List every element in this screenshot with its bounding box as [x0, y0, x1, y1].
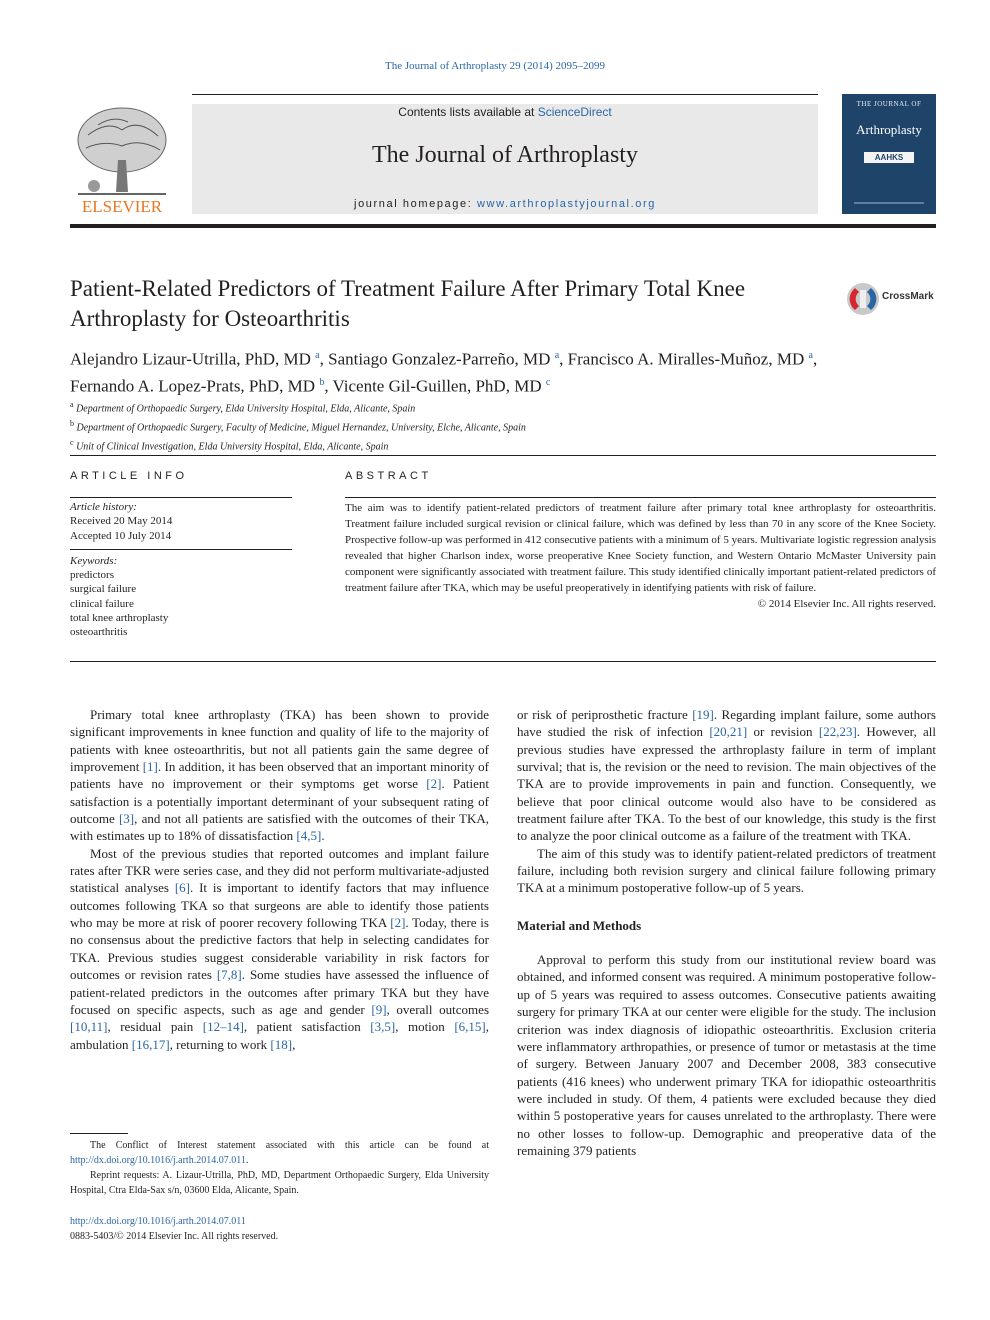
body-paragraph	[517, 706, 936, 845]
footnotes	[70, 1138, 489, 1198]
keywords-rule	[70, 549, 292, 550]
keyword-item: total knee arthroplasty	[70, 612, 169, 625]
citation-link[interactable]: [16,17]	[131, 1036, 170, 1052]
section-heading: Material and Methods	[517, 917, 642, 933]
citation-link[interactable]: [22,23]	[818, 724, 857, 740]
citation-link[interactable]: [20,21]	[709, 724, 748, 740]
author-affiliation-marker[interactable]: c	[545, 376, 551, 388]
body-text: , and not all patients are satisfied with the outcomes of their TKA, with estimates up to 18% of dissatisfaction	[70, 811, 490, 844]
author-name: Vicente Gil-Guillen, PhD, MD	[332, 376, 546, 396]
citation-link[interactable]: [3,5]	[370, 1019, 396, 1035]
crossmark-icon	[846, 282, 880, 316]
body-text: . Today, there is no consensus about the predictive factors that help in selecting candidates for TKA. Previous studies suggest considerable variability in risk factors for outcomes or revision rates	[70, 915, 489, 983]
affiliation-key: c	[70, 437, 74, 447]
citation-link[interactable]: [9]	[371, 1001, 387, 1017]
journal-cover-image	[842, 94, 936, 214]
crossmark-button[interactable]	[846, 281, 938, 317]
affiliation-text: Unit of Clinical Investigation, Elda University Hospital, Elda, Alicante, Spain	[73, 440, 389, 452]
body-text: or revision	[747, 724, 819, 740]
keyword-item: surgical failure	[70, 583, 137, 596]
citation-link[interactable]: [7,8]	[216, 967, 242, 983]
citation-link[interactable]: [18]	[270, 1036, 293, 1052]
body-text: , returning to work	[169, 1036, 271, 1052]
body-text: . It is important to identify factors that may influence outcomes following TKA so that surgeons are able to identify those patients who may be more at risk of poorer recovery following TKA	[70, 880, 490, 931]
abstract-heading: ABSTRACT	[345, 470, 432, 482]
body-text: ,	[292, 1036, 296, 1052]
citation-link[interactable]: [19]	[692, 707, 714, 722]
header-thick-rule	[70, 224, 936, 228]
abstract-bottom-rule	[70, 661, 936, 662]
body-text: . In addition, it has been observed that an important minority of patients have no improvement or their symptoms get worse	[70, 759, 489, 792]
reprint-footnote: Reprint requests: A. Lizaur-Utrilla, PhD, MD, Department Orthopaedic Surgery, Elda University Hospital, Ctra Elda-Sax s/n, 03600 Elda, Alicante, Spain.	[70, 1170, 489, 1196]
author-affiliation-marker[interactable]: a	[554, 350, 560, 361]
citation-link[interactable]: [2]	[426, 776, 442, 792]
bottom-meta	[70, 1214, 490, 1244]
author-name: Fernando A. Lopez-Prats, PhD, MD	[70, 376, 320, 396]
affiliation-list	[70, 398, 936, 454]
elsevier-tree-logo	[68, 100, 176, 218]
body-column-left	[70, 706, 489, 1053]
author-affiliation-marker[interactable]: b	[319, 376, 325, 388]
footnote-rule	[70, 1133, 128, 1134]
body-text: or risk of periprosthetic fracture	[517, 707, 693, 722]
accepted-date: Accepted 10 July 2014	[70, 529, 172, 542]
author-separator: ,	[812, 349, 818, 369]
contents-line	[192, 105, 818, 119]
body-text: , patient satisfaction	[243, 1019, 371, 1035]
conflict-footnote	[70, 1138, 489, 1168]
cover-badge: AAHKS	[864, 152, 914, 163]
keyword-list	[70, 568, 292, 639]
citation-link[interactable]: [1]	[142, 759, 158, 775]
journal-homepage-line	[192, 198, 818, 210]
citation-link[interactable]: [6,15]	[454, 1019, 486, 1035]
citation-link[interactable]: [4,5]	[296, 828, 322, 844]
keyword-item: clinical failure	[70, 597, 134, 610]
body-text: .	[321, 828, 325, 844]
author-separator: ,	[324, 376, 333, 396]
body-text: . However, all previous studies have expressed the arthroplasty failure in term of implant survival; that is, the revision or the need to revision. The main objectives of the TKA are to provide improvements in pain and function. Consequently, we believe that poor clinical outcome would also have to be considered as treatment failure after TKA. To the best of our knowledge, this study is the first to analyze the poor clinical outcome as a failure of the treatment with TKA.	[517, 724, 936, 844]
coi-end: .	[245, 1155, 249, 1166]
keyword-item: osteoarthritis	[70, 626, 128, 639]
body-text: , overall outcomes	[386, 1001, 490, 1017]
issn-line: 0883-5403/© 2014 Elsevier Inc. All rights reserved.	[70, 1231, 279, 1242]
author-name: Francisco A. Miralles-Muñoz, MD	[567, 349, 809, 369]
elsevier-logo-text: ELSEVIER	[81, 197, 163, 216]
body-text: Most of the previous studies that reported outcomes and implant failure rates after TKR were series case, and they did not perform multivariate-adjusted statistical analyses	[70, 845, 489, 896]
affiliation-key: b	[70, 418, 74, 428]
citation-link[interactable]: [6]	[174, 880, 190, 896]
affiliation-key: a	[70, 400, 74, 409]
crossmark-label: CrossMark	[882, 291, 934, 302]
abstract-copyright: © 2014 Elsevier Inc. All rights reserved.	[757, 598, 936, 610]
body-text: . Some studies have assessed the influence of patient-related predictors in the outcomes after primary TKA but they have focused on specific aspects, such as age and gender	[70, 967, 489, 1017]
contents-prefix: Contents lists available at	[398, 105, 538, 119]
affiliation-item	[70, 417, 936, 436]
body-paragraph: The aim of this study was to identify patient-related predictors of treatment failure, including both revision surgery and clinical failure following primary TKA at a minimum postoperative follow-up of 5 years.	[517, 845, 936, 896]
author-name: Alejandro Lizaur-Utrilla, PhD, MD	[70, 349, 316, 369]
affiliation-text: Department of Orthopaedic Surgery, Elda University Hospital, Elda, Alicante, Spain	[73, 403, 416, 415]
doi-link[interactable]: http://dx.doi.org/10.1016/j.arth.2014.07.011	[70, 1216, 246, 1227]
cover-title: Arthroplasty	[856, 122, 922, 137]
affiliation-text: Department of Orthopaedic Surgery, Faculty of Medicine, Miguel Hernandez, University, Elche, Alicante, Spain	[74, 422, 526, 434]
abstract-body	[345, 500, 936, 612]
body-paragraph	[70, 706, 489, 845]
article-info-heading: ARTICLE INFO	[70, 470, 188, 482]
cover-stripe	[854, 202, 924, 204]
author-affiliation-marker[interactable]: a	[315, 350, 320, 361]
citation-link[interactable]: [3]	[118, 811, 135, 827]
received-date: Received 20 May 2014	[70, 515, 173, 528]
author-affiliation-marker[interactable]: a	[808, 350, 813, 361]
keywords-label: Keywords:	[70, 554, 118, 567]
body-text: Primary total knee arthroplasty (TKA) has been shown to provide significant improvements in knee function and quality of life to the majority of patients with knee osteoarthritis, but not all patients gain the same degree of improvement	[70, 707, 489, 775]
body-column-right	[517, 706, 936, 1159]
homepage-link[interactable]: www.arthroplastyjournal.org	[477, 198, 656, 210]
body-text: . Patient satisfaction is a potentially important determinant of your subsequent rating of outcome	[70, 776, 490, 827]
history-label: Article history:	[70, 501, 137, 513]
article-info-block	[70, 500, 292, 640]
affiliation-item	[70, 398, 936, 417]
body-text: , motion	[395, 1019, 455, 1035]
header-top-rule	[192, 94, 818, 95]
article-info-rule	[70, 497, 292, 498]
cover-title-small: THE JOURNAL OF	[856, 100, 922, 108]
citation-link[interactable]: [2]	[390, 915, 406, 931]
author-separator: ,	[319, 349, 329, 369]
article-title: Patient-Related Predictors of Treatment Failure After Primary Total Knee Arthroplasty for Osteoarthritis	[70, 276, 746, 331]
author-list	[70, 344, 936, 397]
body-text: . Regarding implant failure, some authors have studied the risk of infection	[517, 707, 936, 740]
author-name: Santiago Gonzalez-Parreño, MD	[328, 349, 555, 369]
homepage-prefix: journal homepage:	[354, 198, 478, 210]
body-text: , residual pain	[107, 1019, 203, 1035]
keyword-item: predictors	[70, 569, 114, 582]
body-paragraph	[70, 845, 489, 1053]
body-text: , ambulation	[70, 1019, 489, 1052]
citation-link[interactable]: [10,11]	[70, 1019, 108, 1035]
abstract-rule	[345, 497, 936, 498]
coi-text: The Conflict of Interest statement associated with this article can be found at	[90, 1140, 489, 1151]
sciencedirect-link[interactable]: ScienceDirect	[537, 105, 612, 119]
citation-link[interactable]: [12–14]	[202, 1019, 244, 1035]
abstract-text: The aim was to identify patient-related predictors of treatment failure after primary total knee arthroplasty for osteoarthritis. Treatment failure included surgical revision or clinical failure, which was defined by less than 70 in any score of the Knee Society. Prospective follow-up was performed in 412 consecutive patients with a minimum of 5 years. Multivariate logistic regression analysis revealed that higher Charlson index, worse preoperative Knee Society function, and Western Ontario McMaster University pain component were significantly associated with treatment failure. This study identified clinically important patient-related predictors of treatment failure after TKA, which may be useful preoperatively in identifying patients with risk of failure.	[345, 502, 936, 594]
author-separator: ,	[559, 349, 568, 369]
journal-title: The Journal of Arthroplasty	[372, 142, 638, 168]
body-paragraph: Approval to perform this study from our institutional review board was obtained, and informed consent was required. A minimum postoperative follow-up of 5 years was required to assess outcomes. Consecutive patients awaiting surgery for primary TKA at our center were eligible for the study. The inclusion criterion was index diagnosis of idiopathic osteoarthritis. Exclusion criteria were inflammatory arthropathies, or presence of tumor or metastasis at the time of surgery. Between January 2007 and December 2008, 383 consecutive patients (416 knees) who underwent primary TKA for idiopathic osteoarthritis were included in study. Of them, 4 patients were excluded because they died within 5 postoperative years for causes unrelated to the arthroplasty. There were no other losses to follow-up. Demographic and preoperative data of the remaining 379 patients	[517, 952, 936, 1158]
affiliation-item	[70, 436, 936, 455]
journal-reference[interactable]: The Journal of Arthroplasty 29 (2014) 2095–2099	[385, 60, 605, 72]
info-top-rule	[70, 455, 936, 456]
coi-link[interactable]: http://dx.doi.org/10.1016/j.arth.2014.07.011	[70, 1155, 246, 1166]
